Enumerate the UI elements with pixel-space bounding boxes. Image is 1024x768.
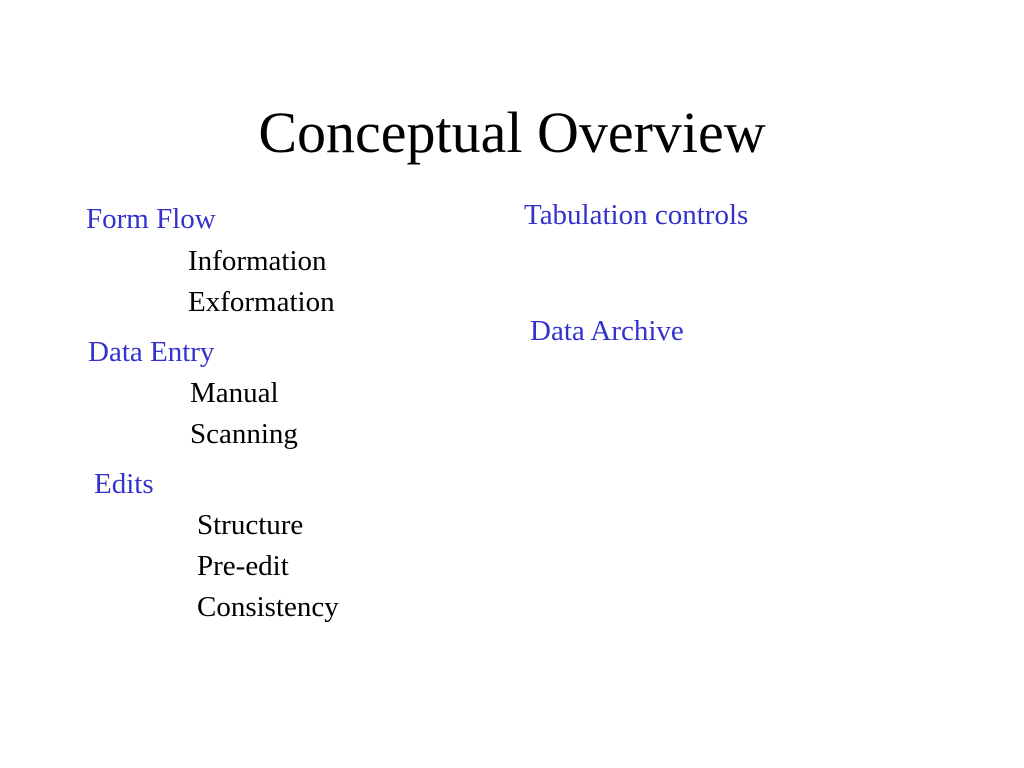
section-heading-data-entry: Data Entry [88,336,215,368]
list-item-scanning: Scanning [190,418,298,450]
list-item-structure: Structure [197,509,304,541]
section-heading-tabulation-controls: Tabulation controls [524,199,749,231]
section-heading-data-archive: Data Archive [530,315,684,347]
list-item-information: Information [188,245,327,277]
section-heading-edits: Edits [94,468,154,500]
list-item-pre-edit: Pre-edit [197,550,289,582]
list-item-exformation: Exformation [188,286,335,318]
list-item-manual: Manual [190,377,279,409]
list-item-consistency: Consistency [197,591,339,623]
slide-title: Conceptual Overview [258,100,766,165]
section-heading-form-flow: Form Flow [86,203,216,235]
